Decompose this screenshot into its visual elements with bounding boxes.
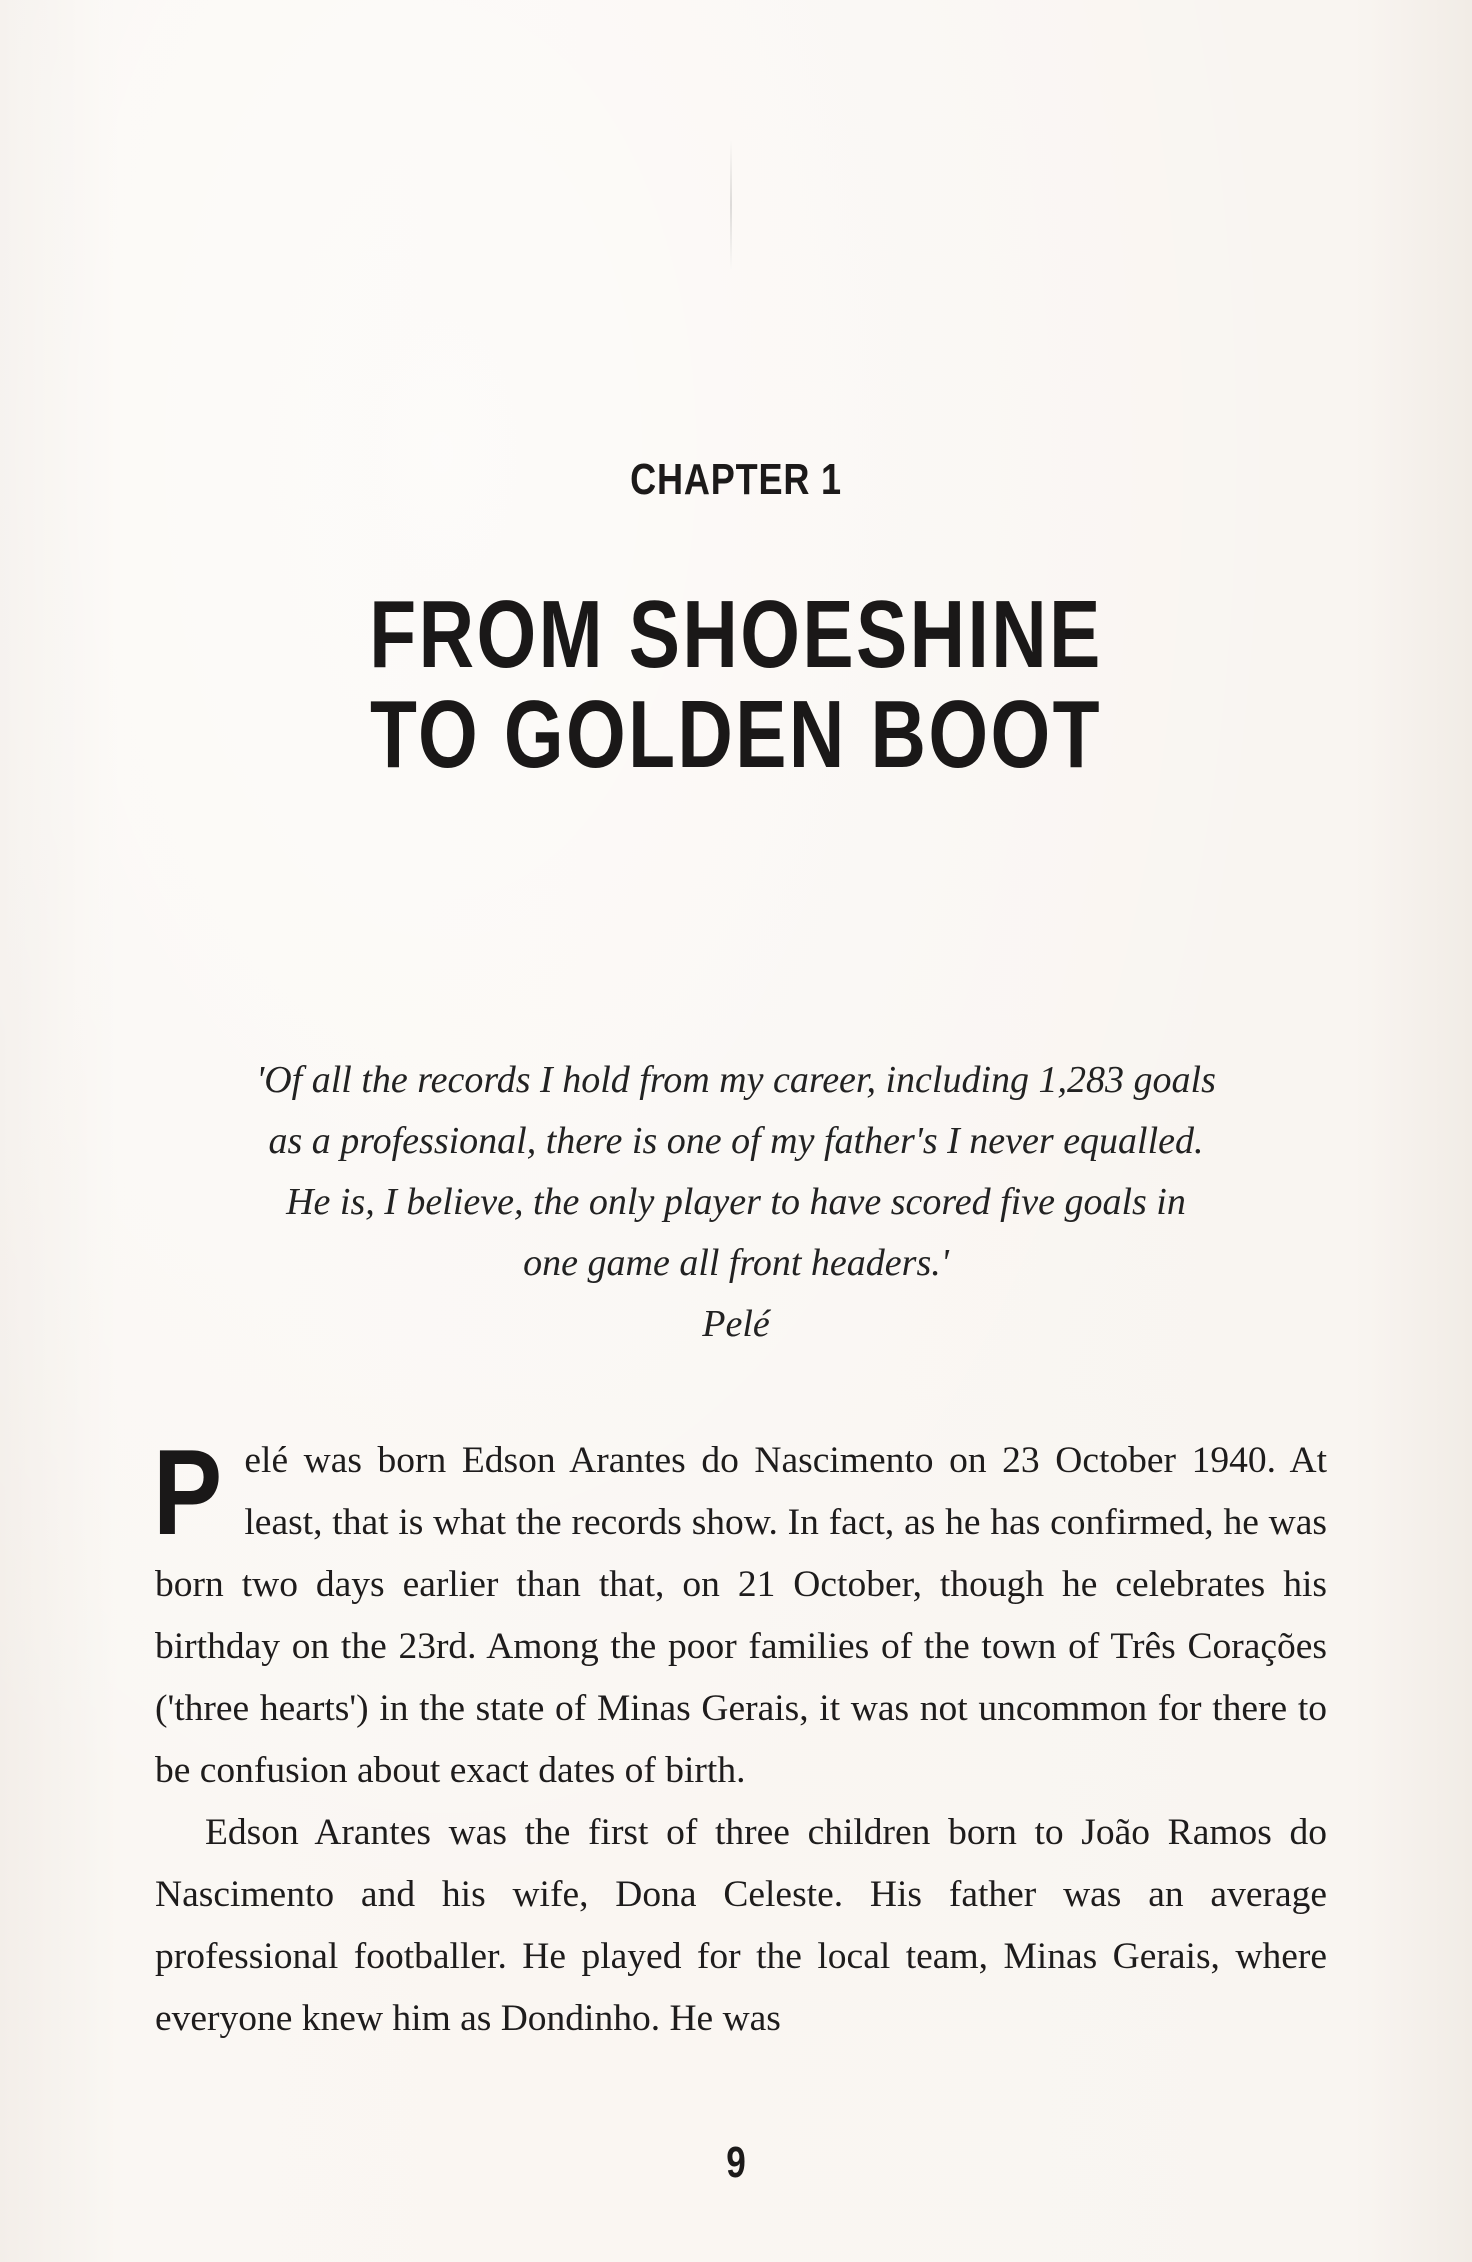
epigraph-line: He is, I believe, the only player to have scored five goals in xyxy=(286,1181,1186,1223)
body-text xyxy=(153,1424,1327,2050)
chapter-title-line: FROM SHOESHINE xyxy=(369,581,1103,688)
chapter-title xyxy=(147,581,1325,788)
epigraph xyxy=(160,1050,1312,1355)
chapter-title-line: TO GOLDEN BOOT xyxy=(370,681,1102,788)
epigraph-line: one game all front headers.' xyxy=(523,1242,949,1284)
paragraph: Edson Arantes was the first of three children born to João Ramos do Nascimento and his wife, Dona Celeste. His father was an average professional footballer. He played for the local team, Minas Gerais, where everyone knew him as Dondinho. He was xyxy=(155,1812,1327,2039)
epigraph-line: 'Of all the records I hold from my career, including 1,283 goals xyxy=(256,1059,1216,1101)
epigraph-line: as a professional, there is one of my father's I never equalled. xyxy=(268,1120,1204,1162)
paragraph-text: elé was born Edson Arantes do Nascimento on 23 October 1940. At least, that is what the records show. In fact, as he has confirmed, he was born two days earlier than that, on 21 October, though he celebrates his birthday on the 23rd. Among the poor families of the town of Três Corações ('three hearts') in the state of Minas Gerais, it was not uncommon for there to be confusion about exact dates of birth. xyxy=(155,1440,1327,1791)
page-number: 9 xyxy=(726,2138,746,2187)
epigraph-attribution: Pelé xyxy=(702,1303,770,1345)
chapter-label: CHAPTER 1 xyxy=(630,455,842,504)
drop-cap: P xyxy=(153,1424,223,1560)
paragraph xyxy=(153,1424,1327,1802)
page-crease xyxy=(730,140,732,270)
